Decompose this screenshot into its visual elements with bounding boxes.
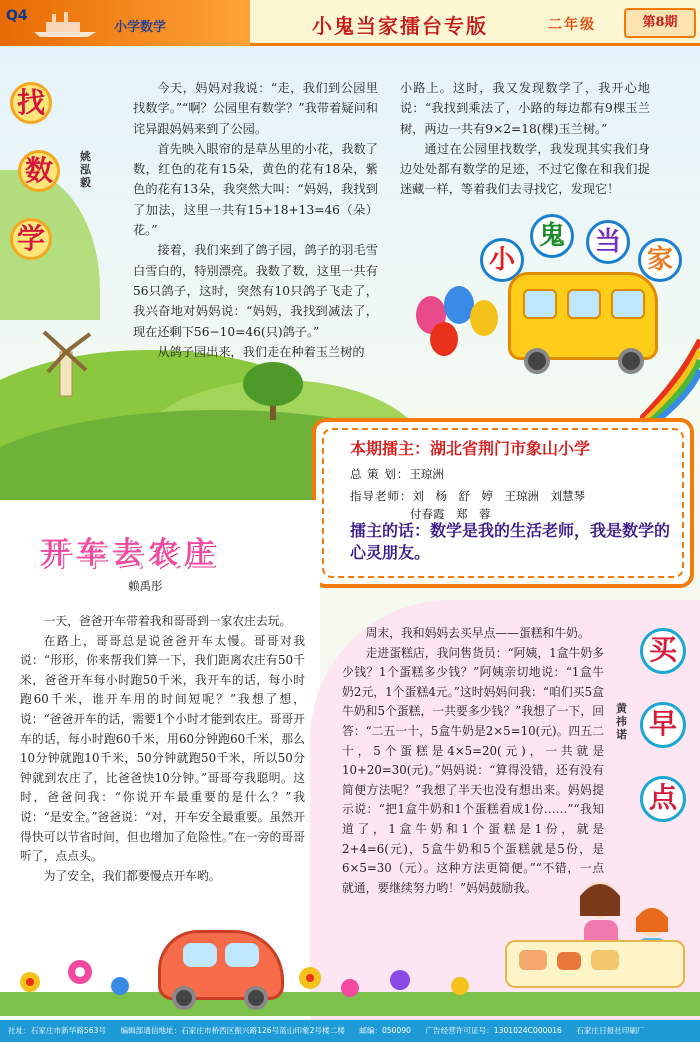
- teachers-label: 指导老师：: [350, 489, 413, 503]
- planner-label: 总 策 划：: [350, 467, 410, 481]
- paragraph: 从鸽子园出来，我们走在种着玉兰树的: [157, 344, 365, 359]
- bus-window: [611, 289, 645, 319]
- balloon-icon: [430, 322, 458, 356]
- logo-char: 家: [638, 238, 682, 282]
- header-left-band: [0, 0, 250, 46]
- planner-row: [350, 466, 444, 482]
- footer-printer: 石家庄日报社印刷厂: [576, 1026, 645, 1035]
- rainbow-decoration: [640, 330, 700, 420]
- windmill-icon: [36, 318, 96, 398]
- balloon-icon: [470, 300, 498, 336]
- school-bus-icon: [508, 272, 658, 360]
- title-char: 数: [18, 150, 60, 192]
- page-header: [0, 0, 700, 46]
- planner-name: 王琼洲: [409, 467, 444, 481]
- logo-char: 当: [586, 220, 630, 264]
- champion-box: [312, 418, 694, 588]
- section-name: 小学数学: [114, 20, 167, 35]
- paragraph: 为了安全，我们都要慢点开车哟。: [43, 868, 221, 883]
- article2-body: [20, 612, 305, 886]
- paragraph: 周末，我和妈妈去买早点——蛋糕和牛奶。: [365, 626, 590, 640]
- footer-ad-license: 广告经营许可证号：1301024C000016: [425, 1026, 562, 1035]
- teachers-line2: 付春霞 郑 蓉: [410, 507, 491, 521]
- logo-char: 小: [480, 238, 524, 282]
- paragraph: 首先映入眼帘的是草丛里的小花，我数了数，红色的花有15朵，黄色的花有18朵，紫色的花有13朵，我突然大叫：“妈妈，我找到了加法，这里一共有15+18+13=46（朵）花。”: [133, 141, 378, 238]
- footer-postcode: 邮编：050090: [359, 1026, 412, 1035]
- page-footer: [0, 1020, 700, 1042]
- page-number: Q4: [6, 8, 28, 24]
- article3-body: [342, 624, 604, 898]
- logo-char: 鬼: [530, 214, 574, 258]
- teachers-line1: 刘 杨 舒 婷 王琼洲 刘慧琴: [412, 489, 585, 503]
- paragraph: 小路上。这时，我又发现数学了，我开心地说：“我找到乘法了，小路的每边都有9棵玉兰树，两边一共有9×2=18(棵)玉兰树。”: [400, 81, 650, 136]
- cake-icon: [591, 950, 619, 970]
- article2-title: 开车去农庄: [40, 536, 220, 571]
- bus-window: [567, 289, 601, 319]
- cake-table: [505, 940, 685, 988]
- title-char: 学: [10, 218, 52, 260]
- article2-author: 赖禹彤: [128, 579, 163, 593]
- wheel-icon: [172, 986, 196, 1010]
- header-title-band: [250, 0, 700, 46]
- article1-column2: [400, 78, 650, 200]
- paragraph: 一天，爸爸开车带着我和哥哥到一家农庄去玩。: [43, 614, 292, 628]
- article1-column1: [133, 78, 378, 362]
- cake-icon: [519, 950, 547, 970]
- title-char: 找: [10, 82, 52, 124]
- title-char: 点: [640, 776, 686, 822]
- wheel-icon: [244, 986, 268, 1010]
- paragraph: 接着，我们来到了鸽子园，鸽子的羽毛雪白雪白的，特别漂亮。我数了数，这里一共有56只鸽子，这时，突然有10只鸽子飞走了，我兴奋地对妈妈说：“妈妈，我找到减法了，现在还剩下56−10=46(只)鸽子。”: [133, 243, 378, 339]
- tree-icon: [238, 360, 308, 420]
- wheel-icon: [524, 348, 550, 374]
- paragraph: 走进蛋糕店，我问售货员：“阿姨，1盒牛奶多少钱？1个蛋糕多少钱？”阿姨亲切地说：“1盒牛奶2元，1个蛋糕4元。”这时妈妈问我：“咱们买5盒牛奶和5个蛋糕，一共要多少钱？”我想了一下，回答：“二五一十，5盒牛奶是2×5=10(元)。四五二十，5个蛋糕是4×5=20(元)，一共就是10+20=30(元)。”妈妈说：“算得没错，还有没有简便方法呢？”我想了半天也没有想出来。妈妈提示说：“把1盒牛奶和1个蛋糕看成1份……”“我知道了，1盒牛奶和1个蛋糕是1份，就是2+4=6(元)，5盒牛奶和5个蛋糕就是5份，是6×5=30（元）。这种方法更简便。”“不错，一点就通，要继续努力哟！”妈妈鼓励我。: [342, 645, 604, 895]
- champion-title: 本期擂主：湖北省荆门市象山小学: [350, 439, 591, 458]
- title-char: 买: [640, 628, 686, 674]
- paragraph: 通过在公园里找数学，我发现其实我们身边处处都有数学的足迹，不过它像在和我们捉迷藏一样，等着我们去寻找它，发现它！: [400, 141, 650, 197]
- teachers-row: [350, 488, 585, 504]
- ship-icon: [30, 12, 100, 38]
- article3-author: 黄祎诺: [616, 702, 627, 741]
- paragraph: 今天，妈妈对我说：“走，我们到公园里找数学。”“啊？公园里有数学？”我带着疑问和诧异跟妈妈来到了公园。: [133, 81, 378, 136]
- champion-quote: 擂主的话：数学是我的生活老师，我是数学的心灵朋友。: [350, 521, 671, 562]
- footer-editorial-address: 编辑部通信地址：石家庄市桥西区振兴路126号蓝山印象2号楼二楼: [120, 1026, 345, 1035]
- issue-badge: 第8期: [624, 8, 696, 38]
- grade-label: 二年级: [548, 17, 596, 33]
- bus-window: [523, 289, 557, 319]
- page-title: 小鬼当家擂台专版: [312, 14, 488, 38]
- paragraph: 在路上，哥哥总是说爸爸开车太慢。哥哥对我说：“形形，你来帮我们算一下，我们距离农庄有50千米，爸爸开车每小时跑50千米，我开车的话，每小时跑60千米，谁开车用的时间短呢？”我想了想，说：“爸爸开车的话，需要1个小时才能到农庄。哥哥开车的话，每小时跑60千米，用60分钟跑60千米，那么10分钟就跑10千米，50分钟就跑50千米，所以50分钟就到农庄了，比爸爸快10分钟。”哥哥夸我聪明。这时，爸爸问我：“你说开车最重要的是什么？”我说：“是安全。”爸爸说：“对，开车安全最重要。虽然开得快可以节省时间，但也增加了危险性。”在一旁的哥哥听了，点点头。: [20, 633, 305, 864]
- article1-author: 姚泓毅: [80, 150, 91, 189]
- car-window: [225, 943, 259, 967]
- cake-icon: [557, 952, 581, 970]
- car-window: [183, 943, 217, 967]
- title-char: 早: [640, 702, 686, 748]
- footer-address: 社址：石家庄市新华路563号: [8, 1026, 107, 1035]
